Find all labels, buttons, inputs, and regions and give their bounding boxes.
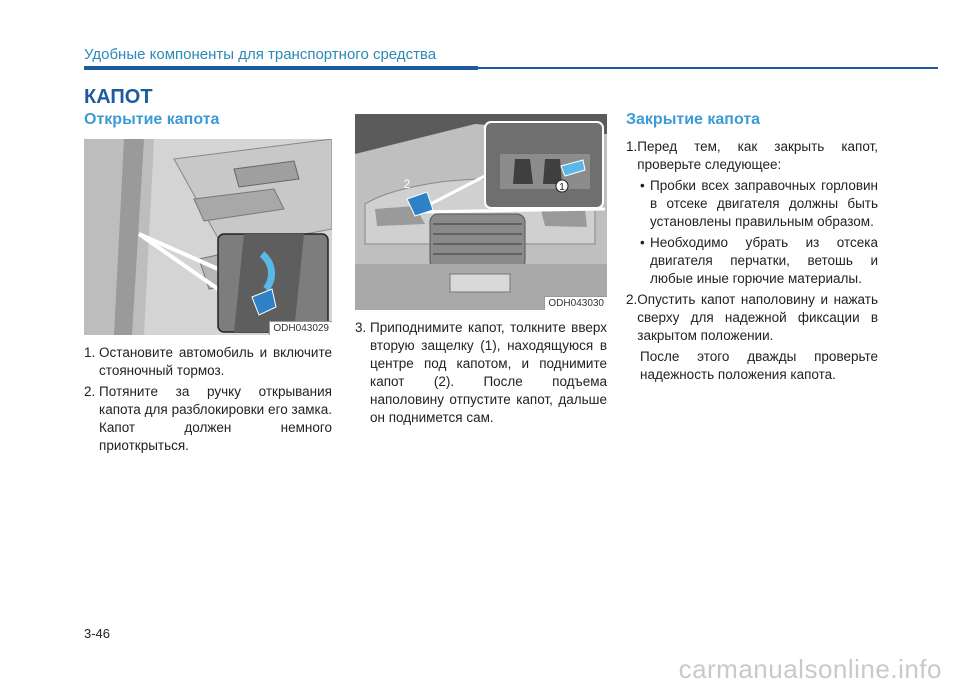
- page-number: 3-46: [84, 626, 111, 641]
- closing-step-1: 1. Перед тем, как закрыть капот, проверьте следующее:: [626, 139, 878, 172]
- opening-step-2: 2. Потяните за ручку открывания капота для разблокировки его замка. Капот должен немного приоткрыться.: [84, 384, 332, 453]
- page-title: КАПОТ: [84, 86, 153, 108]
- closing-heading: Закрытие капота: [626, 111, 761, 128]
- opening-heading: Открытие капота: [84, 111, 220, 128]
- figure-hood-latch: [355, 114, 607, 310]
- figure-code-label: ODH043030: [544, 296, 607, 310]
- watermark: carmanualsonline.info: [678, 654, 942, 684]
- figure-code-label: ODH043029: [269, 321, 332, 335]
- hood-release-illustration: [84, 139, 332, 335]
- hood-latch-illustration: [355, 114, 607, 310]
- figure-hood-release: [84, 139, 332, 335]
- closing-bullet-2: • Необходимо убрать из отсека двигателя перчатки, ветошь и любые иные горючие материалы.: [640, 235, 878, 286]
- callout-1: 1: [559, 182, 565, 193]
- closing-step-2-note: После этого дважды проверьте надежность положения капота.: [640, 349, 878, 382]
- closing-step-2: 2. Опустить капот наполовину и нажать сверху для надежной фиксации в закрытом положении.: [626, 292, 878, 343]
- callout-2: 2: [403, 177, 411, 191]
- opening-step-3: 3. Приподнимите капот, толкните вверх вторую защелку (1), находящуюся в центре под капотом, и поднимите капот (2). После подъема наполовину отпустите капот, дальше он поднимется сам.: [355, 320, 607, 425]
- header-section-title: Удобные компоненты для транспортного средства: [84, 46, 437, 63]
- closing-bullet-1: • Пробки всех заправочных горловин в отсеке двигателя должны быть установлены правильным образом.: [640, 178, 878, 229]
- header-rule-dark: [84, 66, 478, 70]
- header-rule-light: [478, 67, 938, 69]
- opening-step-1: 1. Остановите автомобиль и включите стояночный тормоз.: [84, 345, 332, 378]
